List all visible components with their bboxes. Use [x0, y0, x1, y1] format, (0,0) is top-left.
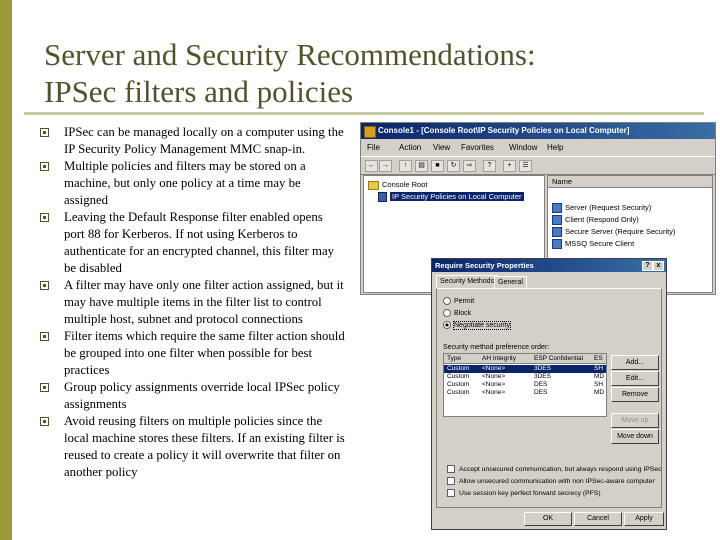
bullet-text: Group policy assignments override local IPSec policy assignments — [64, 380, 340, 411]
checkbox-label: Use session key perfect forward secrecy (PFS) — [459, 490, 601, 497]
square-bullet-icon — [40, 332, 49, 341]
radio-circle-selected — [443, 321, 451, 329]
column-esp-confidential[interactable]: ESP Confidential — [534, 355, 584, 362]
square-bullet-icon — [40, 128, 49, 137]
list-item[interactable] — [552, 226, 675, 237]
bullet-item — [40, 328, 345, 379]
bullet-text: A filter may have only one filter action assigned, but it may have multiple items in the filter list to control multiple host, subnet and protocol connections — [64, 278, 344, 326]
title-underline — [24, 112, 704, 115]
cell: 3DES — [534, 365, 551, 372]
policy-icon — [552, 203, 562, 213]
folder-icon — [368, 181, 379, 190]
mmc-app-icon — [364, 126, 376, 138]
policy-icon — [552, 239, 562, 249]
remove-button[interactable]: Remove — [611, 387, 659, 402]
edit-button[interactable]: Edit... — [611, 371, 659, 386]
manage-filters-icon[interactable]: ☰ — [519, 160, 532, 172]
cell: 3DES — [534, 373, 551, 380]
square-bullet-icon — [40, 213, 49, 222]
cell: DES — [534, 389, 548, 396]
list-header[interactable] — [548, 176, 712, 188]
column-name: Name — [552, 177, 573, 186]
cell: <None> — [482, 373, 506, 380]
table-row[interactable] — [444, 381, 606, 389]
cancel-button[interactable]: Cancel — [574, 512, 622, 526]
menu-file[interactable]: File — [367, 143, 380, 152]
help-button[interactable]: ? — [642, 261, 653, 271]
radio-circle — [443, 309, 451, 317]
dialog-title: Require Security Properties — [435, 261, 534, 270]
cell: Custom — [447, 389, 470, 396]
back-icon[interactable]: ← — [365, 160, 378, 172]
radio-permit[interactable] — [443, 297, 474, 307]
ok-button[interactable]: OK — [524, 512, 572, 526]
policy-name: Client (Respond Only) — [565, 215, 639, 224]
bullet-item — [40, 124, 345, 158]
policy-name: Secure Server (Require Security) — [565, 227, 676, 236]
table-header — [444, 354, 606, 364]
checkbox-box — [447, 465, 455, 473]
menu-help[interactable]: Help — [547, 143, 564, 152]
up-folder-icon[interactable]: ↑ — [399, 160, 412, 172]
radio-label: Permit — [454, 298, 475, 305]
bullet-item — [40, 209, 345, 277]
menu-action[interactable]: Action — [399, 143, 422, 152]
add-button[interactable]: Add... — [611, 355, 659, 370]
square-bullet-icon — [40, 281, 49, 290]
dialog-titlebar[interactable] — [432, 259, 666, 272]
checkbox-box — [447, 477, 455, 485]
cell: Custom — [447, 381, 470, 388]
properties-dialog — [431, 258, 667, 530]
checkbox-use-pfs[interactable] — [447, 489, 601, 499]
menu-favorites[interactable]: Favorites — [461, 143, 494, 152]
cell: SH — [594, 365, 604, 372]
bullet-text: Multiple policies and filters may be stored on a machine, but only one policy at a time may be assigned — [64, 159, 306, 207]
square-bullet-icon — [40, 417, 49, 426]
table-row[interactable] — [444, 373, 606, 381]
square-bullet-icon — [40, 162, 49, 171]
table-row[interactable] — [444, 365, 606, 373]
tree-label-selected: IP Security Policies on Local Computer — [392, 192, 522, 201]
tab-security-methods[interactable]: Security Methods — [436, 275, 498, 289]
bullet-item — [40, 379, 345, 413]
list-item[interactable] — [552, 202, 651, 213]
close-button[interactable]: x — [653, 261, 664, 271]
checkbox-accept-unsecured[interactable] — [447, 465, 662, 475]
preference-order-label: Security method preference order: — [443, 344, 550, 351]
column-ah-integrity[interactable]: AH Integrity — [482, 355, 516, 362]
cell: SH — [594, 381, 604, 388]
cell: Custom — [447, 373, 470, 380]
bullet-text: Avoid reusing filters on multiple policies since the local machine stores these filters. If an existing filter is reused to create a policy it will overwrite that filter on another policy — [64, 414, 345, 479]
radio-negotiate-security[interactable] — [443, 321, 510, 331]
bullet-item — [40, 158, 345, 209]
console-toolbar — [361, 156, 715, 175]
square-bullet-icon — [40, 383, 49, 392]
policy-icon — [552, 227, 562, 237]
bullet-text: Filter items which require the same filter action should be grouped into one filter when possible for best practices — [64, 329, 345, 377]
radio-label: Negotiate security — [454, 322, 511, 329]
list-item[interactable] — [552, 214, 639, 225]
apply-button[interactable]: Apply — [624, 512, 664, 526]
column-esp-integrity[interactable]: ES — [594, 355, 603, 362]
table-row[interactable] — [444, 389, 606, 397]
add-policy-icon[interactable]: + — [503, 160, 516, 172]
checkbox-allow-unsecured[interactable] — [447, 477, 655, 487]
radio-block[interactable] — [443, 309, 471, 319]
console-titlebar[interactable] — [361, 123, 715, 139]
slide-title-line2: IPSec filters and policies — [44, 74, 354, 109]
bullet-item — [40, 413, 345, 481]
tree-label: Console Root — [382, 180, 428, 189]
forward-icon[interactable]: → — [379, 160, 392, 172]
bullet-item — [40, 277, 345, 328]
slide-title-line1: Server and Security Recommendations: — [44, 37, 536, 72]
refresh-icon[interactable]: ↻ — [447, 160, 460, 172]
cell: MD — [594, 389, 605, 396]
bullet-text: Leaving the Default Response filter enabled opens port 88 for Kerberos. If not using Kerberos to authenticate for an encrypted channel, this filter may be disabled — [64, 210, 335, 275]
menu-view[interactable]: View — [433, 143, 451, 152]
tree-item-ip-security-policies[interactable] — [378, 192, 524, 202]
checkbox-label: Allow unsecured communication with non IPSec-aware computer — [459, 478, 655, 485]
radio-label: Block — [454, 310, 472, 317]
cell: <None> — [482, 381, 506, 388]
move-up-button[interactable]: Move up — [611, 413, 659, 428]
show-hide-tree-icon[interactable]: ▤ — [415, 160, 428, 172]
checkbox-label: Accept unsecured communication, but always respond using IPSec — [459, 466, 662, 473]
security-methods-table — [443, 353, 607, 417]
security-methods-panel — [436, 288, 662, 508]
console-menubar — [361, 140, 715, 155]
radio-circle — [443, 297, 451, 305]
cell: <None> — [482, 365, 506, 372]
menu-window[interactable]: Window — [509, 143, 538, 152]
security-policy-icon — [378, 192, 387, 202]
console-title: Console1 - [Console Root\IP Security Policies on Local Computer] — [378, 126, 630, 135]
accent-sidebar — [0, 0, 12, 540]
cell: MD — [594, 373, 605, 380]
bullet-text: IPSec can be managed locally on a computer using the IP Security Policy Management MMC snap-in. — [64, 125, 344, 156]
slide-title — [44, 36, 684, 110]
export-icon[interactable]: ⇨ — [463, 160, 476, 172]
properties-icon[interactable]: ■ — [431, 160, 444, 172]
cell: <None> — [482, 389, 506, 396]
tab-general[interactable]: General — [494, 276, 527, 288]
checkbox-box — [447, 489, 455, 497]
help-icon[interactable]: ? — [483, 160, 496, 172]
move-down-button[interactable]: Move down — [611, 429, 659, 444]
policy-name: Server (Request Security) — [565, 203, 652, 212]
policy-name: MSSQ Secure Client — [565, 239, 635, 248]
list-item[interactable] — [552, 238, 634, 249]
policy-icon — [552, 215, 562, 225]
cell: DES — [534, 381, 548, 388]
bullet-list — [40, 124, 345, 481]
cell: Custom — [447, 365, 470, 372]
column-type[interactable]: Type — [447, 355, 462, 362]
tree-item-console-root[interactable] — [368, 180, 427, 190]
